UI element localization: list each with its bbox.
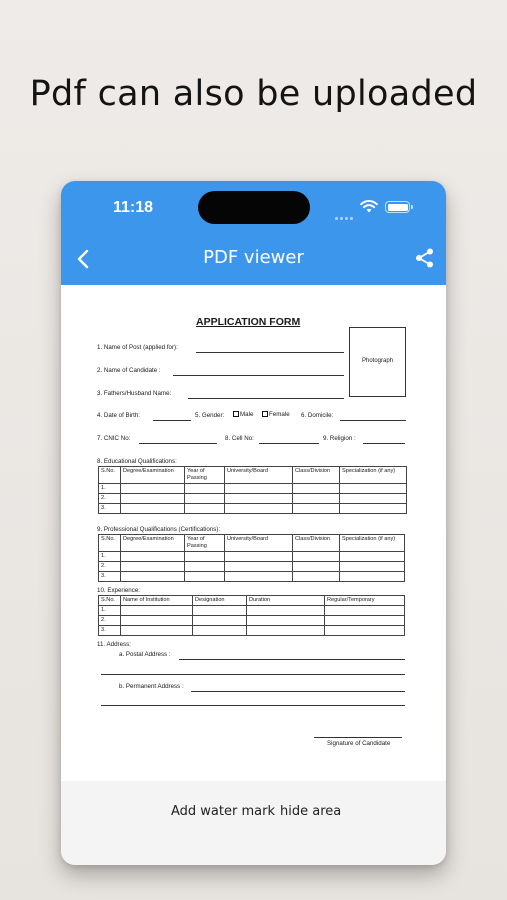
line-postal-2 (101, 674, 405, 675)
field-father-husband-name: 3. Fathers/Husband Name: (97, 390, 172, 397)
line-name-of-post (196, 352, 344, 353)
col-header: Specialization (if any) (340, 467, 407, 484)
field-name-of-candidate: 2. Name of Candidate : (97, 367, 161, 374)
table-row (99, 626, 405, 636)
col-header: University/Board (225, 467, 293, 484)
experience-table (98, 595, 405, 636)
status-time: 11:18 (113, 199, 154, 216)
table-row (99, 494, 407, 504)
status-bar (61, 181, 446, 233)
col-header: Name of Institution (121, 596, 193, 606)
headline: Pdf can also be uploaded (29, 74, 478, 114)
phone-screen (61, 181, 446, 865)
row-number: 3. (99, 504, 121, 514)
section-address: 11. Address: (97, 641, 131, 648)
col-header: Class/Division (293, 535, 340, 552)
table-row (99, 504, 407, 514)
signal-dots-icon (335, 207, 355, 225)
row-number: 2. (99, 562, 121, 572)
section-experience: 10. Experience: (97, 587, 140, 594)
hide-area-button[interactable]: hide area (280, 804, 342, 819)
line-religion (363, 443, 405, 444)
field-postal-address: a. Postal Address : (119, 651, 171, 658)
col-header: S.No. (99, 596, 121, 606)
photograph-box: Photograph (349, 327, 406, 397)
wifi-icon (360, 199, 378, 213)
table-header-row (99, 535, 405, 552)
form-title: APPLICATION FORM (196, 316, 301, 328)
table-row (99, 616, 405, 626)
educational-table (98, 466, 407, 514)
line-father-name (188, 398, 344, 399)
male-checkbox (233, 411, 239, 417)
row-number: 2. (99, 494, 121, 504)
col-header: University/Board (225, 535, 293, 552)
col-header: Year of Passing (185, 535, 225, 552)
line-cnic (139, 443, 217, 444)
table-row (99, 572, 405, 582)
table-header-row (99, 596, 405, 606)
share-icon[interactable] (414, 247, 436, 269)
dynamic-island (198, 191, 310, 224)
row-number: 3. (99, 572, 121, 582)
line-permanent-1 (191, 691, 405, 692)
row-number: 1. (99, 552, 121, 562)
field-name-of-post: 1. Name of Post (applied for): (97, 344, 178, 351)
table-row (99, 562, 405, 572)
row-number: 1. (99, 484, 121, 494)
table-row (99, 606, 405, 616)
line-cell-no (259, 443, 319, 444)
field-domicile: 6. Domicile: (301, 412, 334, 419)
gender-male-option (233, 411, 253, 418)
page-title: PDF viewer (203, 247, 304, 268)
col-header: Regular/Temporary (325, 596, 405, 606)
table-row (99, 484, 407, 494)
field-gender: 5. Gender: (195, 412, 225, 419)
line-domicile (340, 420, 406, 421)
col-header: S.No. (99, 467, 121, 484)
male-label: Male (240, 411, 254, 418)
table-row (99, 552, 405, 562)
col-header: Designation (193, 596, 247, 606)
col-header: Specialization (if any) (340, 535, 405, 552)
col-header: Degree/Examination (121, 535, 185, 552)
row-number: 3. (99, 626, 121, 636)
bottom-toolbar (61, 781, 446, 865)
gender-female-option (262, 411, 290, 418)
section-educational: 8. Educational Qualifications: (97, 458, 177, 465)
line-permanent-2 (101, 705, 405, 706)
col-header: Degree/Examination (121, 467, 185, 484)
battery-icon (385, 201, 410, 213)
field-religion: 9. Religion : (323, 435, 356, 442)
row-number: 1. (99, 606, 121, 616)
pdf-document-page[interactable] (61, 285, 446, 781)
col-header: Year of Passing (185, 467, 225, 484)
signature-label: Signature of Candidate (327, 740, 391, 747)
line-name-of-candidate (173, 375, 344, 376)
app-bar (61, 233, 446, 285)
row-number: 2. (99, 616, 121, 626)
line-dob (153, 420, 191, 421)
female-checkbox (262, 411, 268, 417)
field-date-of-birth: 4. Date of Birth: (97, 412, 140, 419)
field-cell-no: 8. Cell No: (225, 435, 254, 442)
female-label: Female (269, 411, 290, 418)
field-permanent-address: b. Permanent Address : (119, 683, 184, 690)
line-postal-1 (179, 659, 405, 660)
professional-table (98, 534, 405, 582)
field-cnic: 7. CNIC No: (97, 435, 131, 442)
signature-line (314, 737, 402, 738)
section-professional: 9. Professional Qualifications (Certifications): (97, 526, 221, 533)
col-header: Duration (247, 596, 325, 606)
col-header: S.No. (99, 535, 121, 552)
col-header: Class/Division (293, 467, 340, 484)
add-watermark-button[interactable]: Add water mark (171, 804, 275, 819)
table-header-row (99, 467, 407, 484)
